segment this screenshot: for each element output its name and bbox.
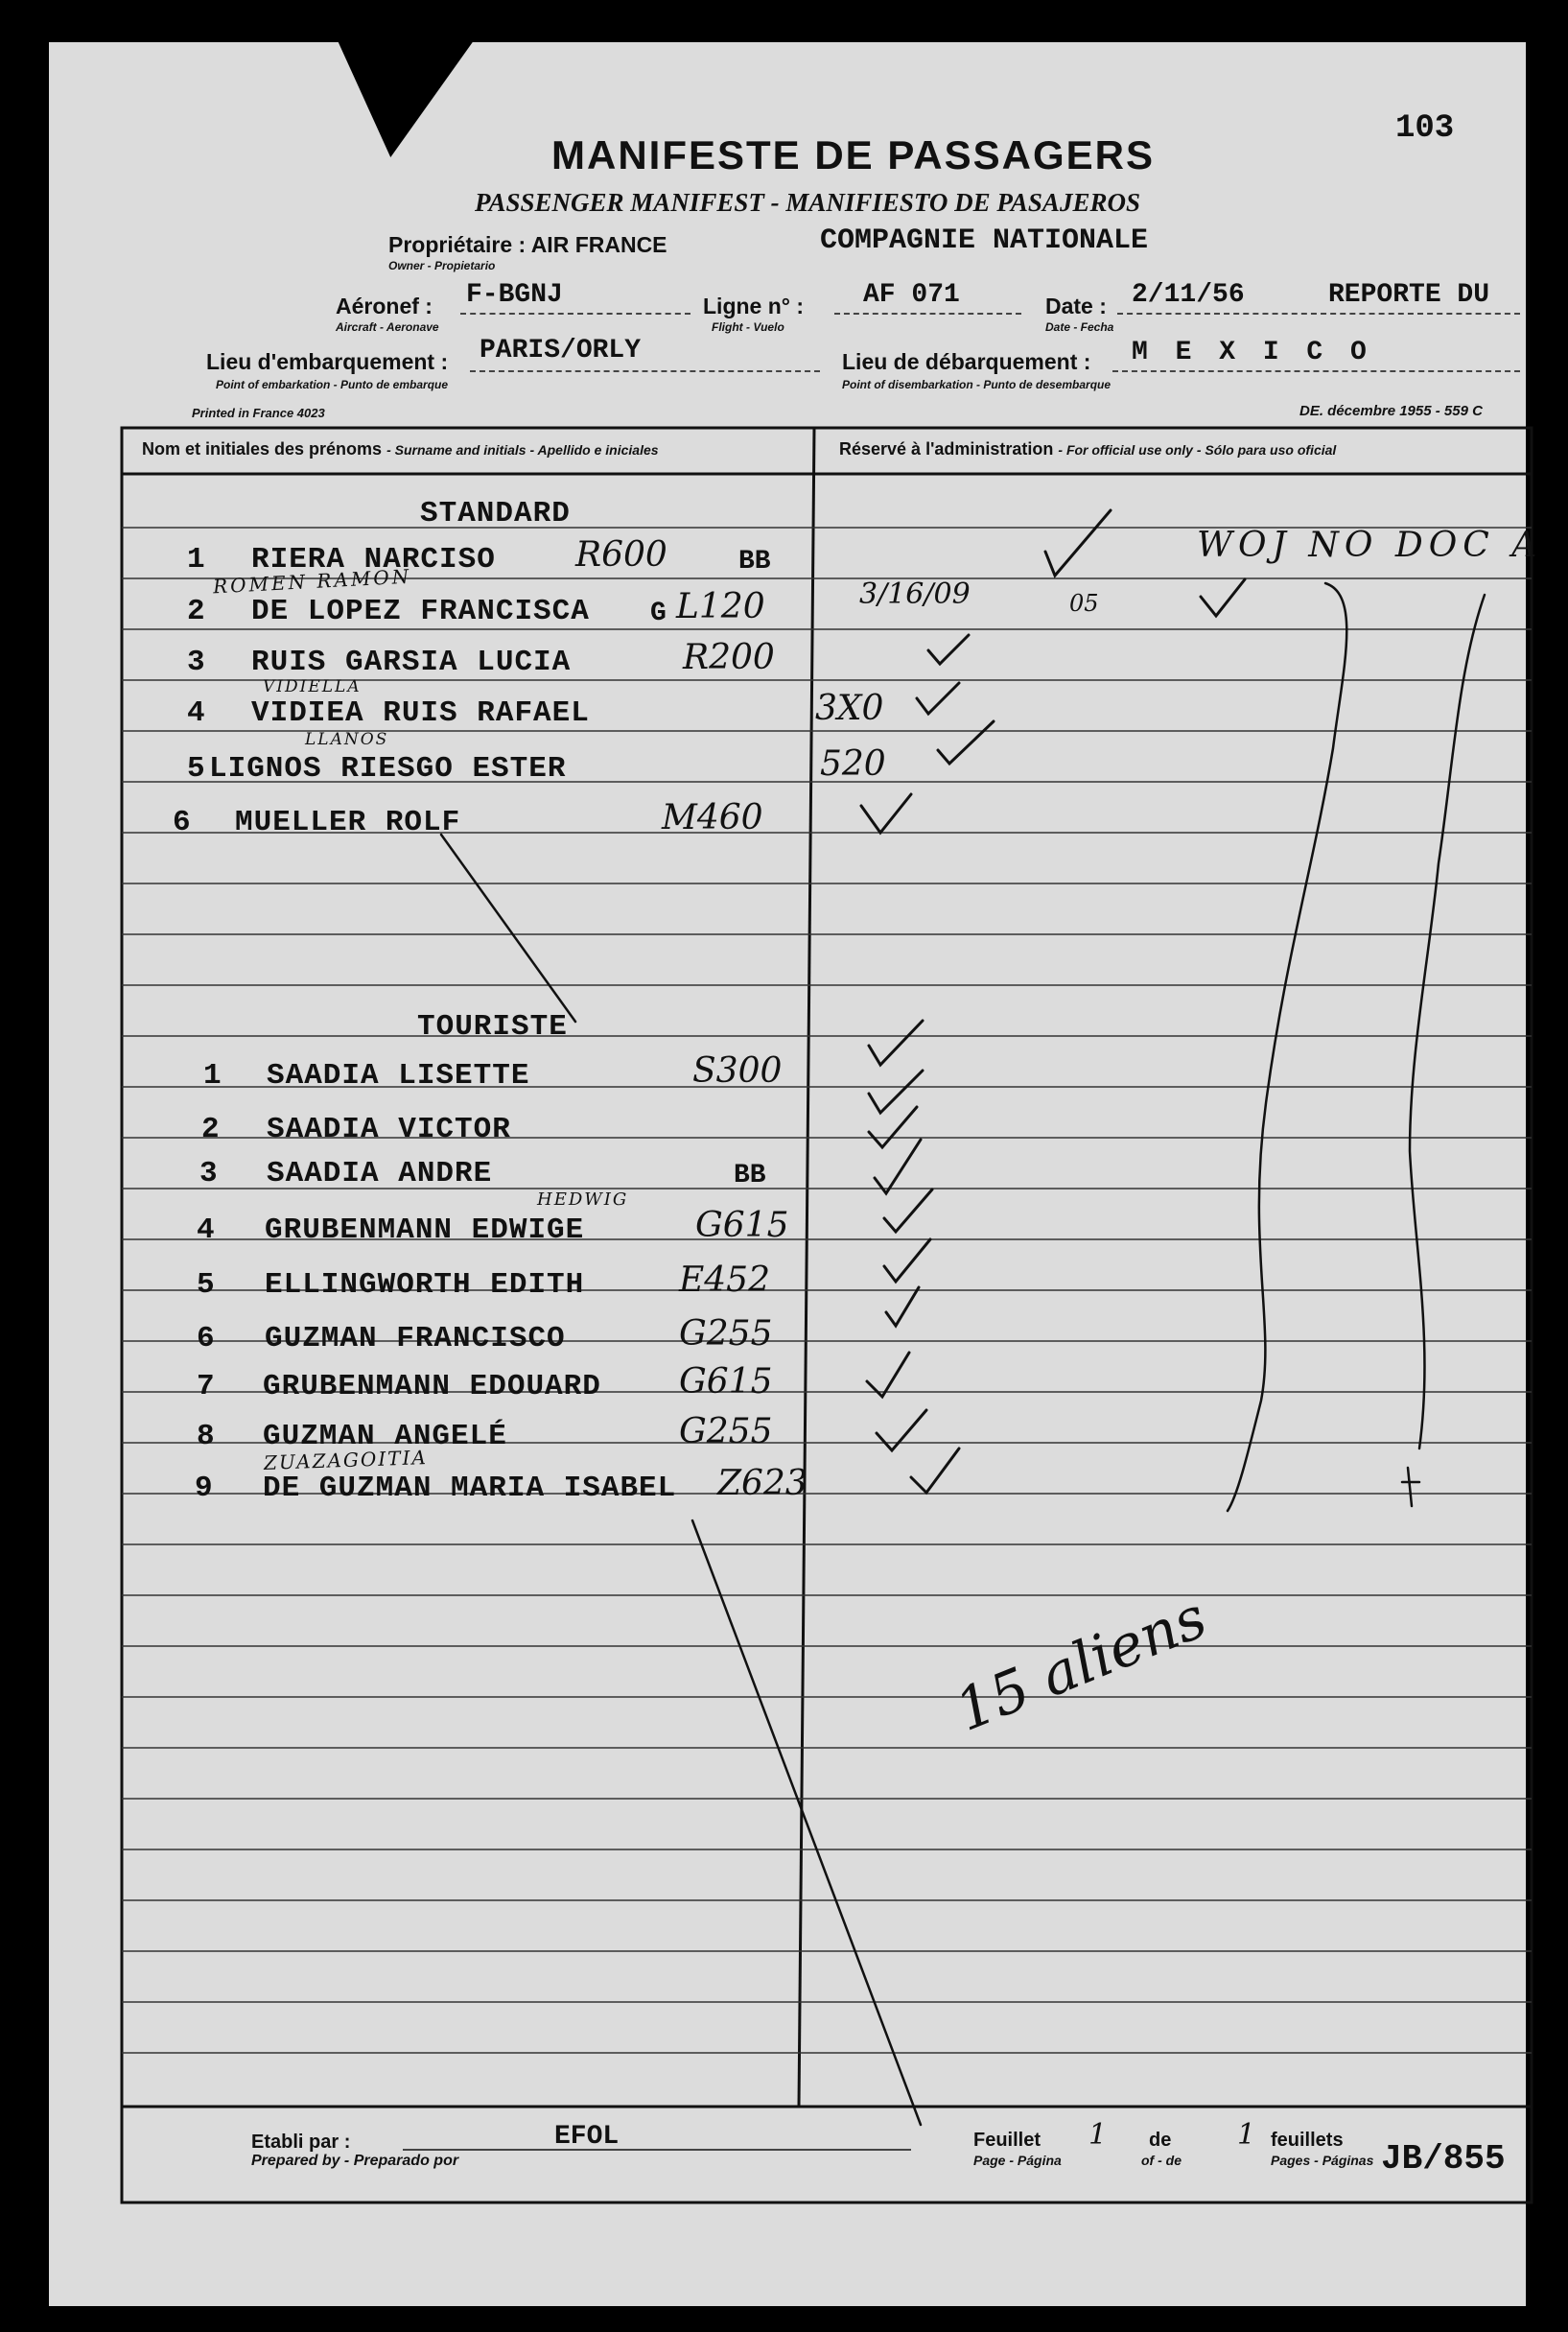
- touriste-header: TOURISTE: [417, 1010, 568, 1044]
- checkmark-icon: [884, 1239, 930, 1282]
- passenger-mark: G: [650, 599, 667, 628]
- disembark-value: M E X I C O: [1132, 338, 1372, 367]
- passenger-number: 5: [197, 1268, 216, 1302]
- passenger-code: 3X0: [815, 689, 884, 728]
- passenger-code: G615: [695, 1206, 789, 1245]
- sheet-value: 1: [1088, 2118, 1108, 2152]
- printed-note: Printed in France 4023: [192, 406, 325, 420]
- date-extra: REPORTE DU: [1328, 280, 1490, 310]
- embark-value: PARIS/ORLY: [480, 336, 642, 365]
- passenger-code: S300: [692, 1051, 783, 1091]
- line-label: Ligne n° :: [703, 294, 805, 318]
- checkmark-icon: [869, 1021, 923, 1065]
- sheet-sub: Page - Página: [973, 2153, 1062, 2168]
- standard-header: STANDARD: [420, 497, 571, 530]
- passenger-code: E452: [679, 1260, 770, 1300]
- form-ref: DE. décembre 1955 - 559 C: [1299, 403, 1483, 419]
- sheets-label: feuillets: [1271, 2130, 1344, 2151]
- passenger-number: 2: [187, 595, 206, 628]
- passenger-name: DE LOPEZ FRANCISCA: [251, 595, 590, 628]
- checkmark-icon: [867, 1353, 909, 1397]
- passenger-name: RUIS GARSIA LUCIA: [251, 646, 572, 679]
- aircraft-value: F-BGNJ: [466, 280, 563, 310]
- page-title: MANIFESTE DE PASSAGERS: [551, 132, 1155, 177]
- passenger-number: 6: [197, 1322, 216, 1355]
- owner-sub: Owner - Propietario: [388, 259, 496, 272]
- passenger-code: R200: [683, 638, 775, 677]
- annotation-hedwig: HEDWIG: [537, 1190, 629, 1210]
- passenger-name: ELLINGWORTH EDITH: [265, 1268, 585, 1302]
- checkmark-icon: [886, 1287, 919, 1326]
- col-right-label: Réservé à l'administration: [839, 439, 1054, 459]
- passenger-code: Z623: [717, 1464, 807, 1503]
- col-left-label: Nom et initiales des prénoms: [142, 439, 383, 459]
- of-value: 1: [1237, 2118, 1256, 2152]
- col-left-sub: - Surname and initials - Apellido e iniciales: [386, 442, 659, 458]
- checkmark-icon: [1201, 579, 1245, 616]
- of-sub: of - de: [1141, 2153, 1182, 2168]
- passenger-number: 1: [203, 1059, 222, 1093]
- checkmark-icon: [928, 635, 969, 664]
- passenger-name: GRUBENMANN EDOUARD: [263, 1370, 601, 1403]
- embark-sub: Point of embarkation - Punto de embarque: [216, 378, 449, 391]
- aircraft-sub: Aircraft - Aeronave: [336, 320, 439, 334]
- passenger-code: G255: [679, 1314, 773, 1354]
- passenger-code: 520: [820, 744, 886, 784]
- passenger-code: R600: [575, 535, 667, 575]
- date-value: 2/11/56: [1132, 280, 1245, 310]
- passenger-number: 1: [187, 543, 206, 577]
- checkmark-icon: [877, 1410, 926, 1450]
- passenger-name: RIERA NARCISO: [251, 543, 496, 577]
- annotation-right-top: WOJ NO DOC A: [1197, 526, 1543, 565]
- prepared-sub: Prepared by - Preparado por: [251, 2153, 459, 2169]
- passenger-name: MUELLER ROLF: [235, 806, 461, 839]
- date-sub: Date - Fecha: [1045, 320, 1114, 334]
- checkmark-icon: [911, 1449, 959, 1493]
- passenger-number: 3: [199, 1157, 219, 1190]
- date-label: Date :: [1045, 294, 1107, 318]
- passenger-number: 4: [197, 1213, 216, 1247]
- passenger-number: 5: [187, 752, 206, 786]
- passenger-name: GUZMAN FRANCISCO: [265, 1322, 566, 1355]
- disembark-sub: Point of disembarkation - Punto de desembarque: [842, 378, 1112, 391]
- annotation-above-4: VIDIELLA: [263, 677, 362, 696]
- annotation-date-note: 3/16/09: [859, 577, 971, 611]
- passenger-code: G615: [679, 1362, 773, 1402]
- passenger-code: L120: [676, 587, 765, 626]
- checkmark-icon: [917, 683, 959, 714]
- owner-label: Propriétaire : AIR FRANCE: [388, 232, 667, 257]
- passenger-name: SAADIA LISETTE: [267, 1059, 530, 1093]
- checkmark-icon: [1045, 510, 1111, 576]
- passenger-number: 7: [197, 1370, 216, 1403]
- prepared-label: Etabli par :: [251, 2132, 351, 2153]
- line-sub: Flight - Vuelo: [712, 320, 784, 334]
- sheets-sub: Pages - Páginas: [1271, 2153, 1374, 2168]
- passenger-number: 8: [197, 1420, 216, 1453]
- sheet-label: Feuillet: [973, 2130, 1041, 2151]
- passenger-number: 9: [195, 1472, 214, 1505]
- checkmark-icon: [884, 1190, 932, 1232]
- passenger-code: M460: [662, 798, 763, 837]
- aircraft-label: Aéronef :: [336, 294, 433, 318]
- flight-number: AF 071: [863, 280, 960, 310]
- passenger-number: 4: [187, 696, 206, 730]
- checkmark-icon: [861, 794, 911, 833]
- passenger-number: 3: [187, 646, 206, 679]
- page-subtitle: PASSENGER MANIFEST - MANIFIESTO DE PASAJEROS: [475, 188, 1140, 217]
- annotation-above-5: LLANOS: [305, 730, 389, 749]
- total-note: 15 aliens: [946, 1584, 1216, 1745]
- col-right-sub: - For official use only - Sólo para uso oficial: [1058, 442, 1337, 458]
- disembark-label: Lieu de débarquement :: [842, 349, 1091, 374]
- passenger-name: GRUBENMANN EDWIGE: [265, 1213, 585, 1247]
- passenger-mark: BB: [738, 547, 771, 577]
- checkmark-icon: [938, 721, 994, 764]
- page-stamp: JB/855: [1381, 2139, 1506, 2179]
- owner-value: COMPAGNIE NATIONALE: [820, 224, 1149, 257]
- prepared-value: EFOL: [554, 2122, 620, 2152]
- passenger-name: GUZMAN ANGELÉ: [263, 1420, 507, 1453]
- passenger-number: 6: [173, 806, 192, 839]
- passenger-name: SAADIA ANDRE: [267, 1157, 493, 1190]
- passenger-name: SAADIA VICTOR: [267, 1113, 511, 1146]
- annotation-zuazagoitia: ZUAZAGOITIA: [263, 1446, 429, 1474]
- annotation-mid: 05: [1069, 590, 1099, 617]
- passenger-mark: BB: [734, 1161, 766, 1190]
- page-number: 103: [1395, 110, 1455, 147]
- passenger-name: DE GUZMAN MARIA ISABEL: [263, 1472, 677, 1505]
- checkmark-icon: [869, 1107, 917, 1147]
- annotation-above-2: ROMEN RAMON: [212, 564, 412, 599]
- passenger-name: LIGNOS RIESGO ESTER: [209, 752, 567, 786]
- checkmark-icon: [869, 1071, 923, 1113]
- passenger-code: G255: [679, 1412, 773, 1451]
- of-label: de: [1149, 2130, 1172, 2151]
- passenger-name: VIDIEA RUIS RAFAEL: [251, 696, 590, 730]
- passenger-number: 2: [201, 1113, 221, 1146]
- embark-label: Lieu d'embarquement :: [206, 349, 449, 374]
